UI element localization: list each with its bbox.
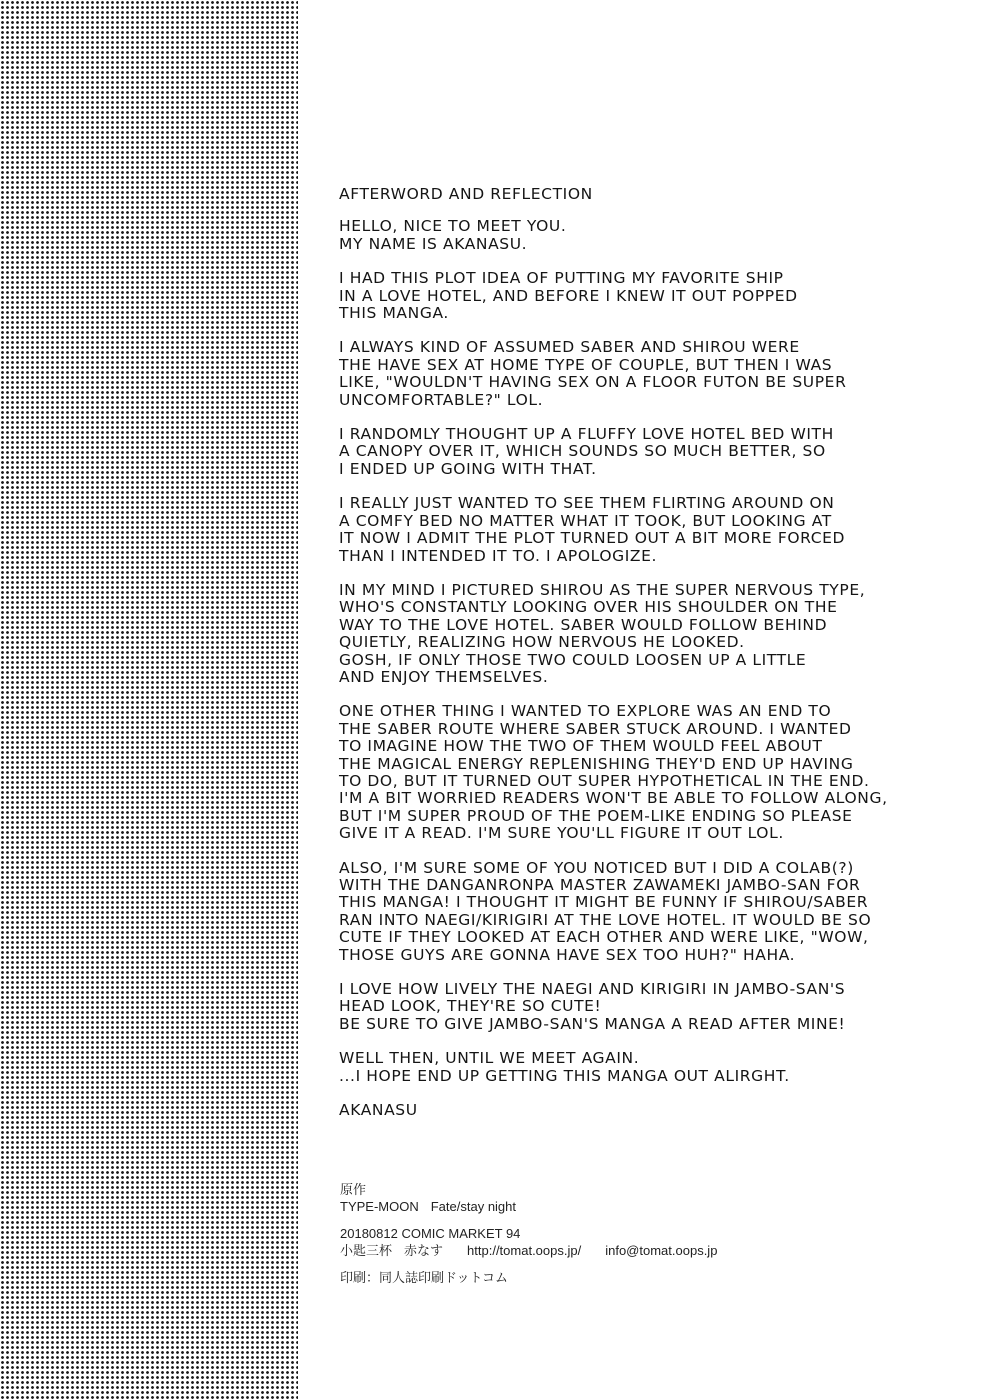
colophon <box>340 1182 717 1298</box>
text-line: I'M A BIT WORRIED READERS WON'T BE ABLE TO FOLLOW ALONG, <box>339 789 888 808</box>
afterword-text <box>339 186 969 1119</box>
text-line: A CANOPY OVER IT, WHICH SOUNDS SO MUCH BETTER, SO <box>339 442 826 461</box>
text-line: HELLO, NICE TO MEET YOU. <box>339 217 567 236</box>
afterword-paragraph <box>339 218 969 253</box>
text-line: QUIETLY, REALIZING HOW NERVOUS HE LOOKED. <box>339 633 745 652</box>
text-line: I RANDOMLY THOUGHT UP A FLUFFY LOVE HOTEL BED WITH <box>339 425 834 444</box>
text-line: WELL THEN, UNTIL WE MEET AGAIN. <box>339 1049 640 1068</box>
afterword-paragraph <box>339 270 969 322</box>
author-name: 赤なす <box>404 1242 444 1258</box>
text-line: RAN INTO NAEGI/KIRIGIRI AT THE LOVE HOTEL. IT WOULD BE SO <box>339 910 872 929</box>
text-line: GOSH, IF ONLY THOSE TWO COULD LOOSEN UP A LITTLE <box>339 650 807 669</box>
text-line: LIKE, "WOULDN'T HAVING SEX ON A FLOOR FUTON BE SUPER <box>339 373 847 392</box>
text-line: IT NOW I ADMIT THE PLOT TURNED OUT A BIT MORE FORCED <box>339 529 846 548</box>
text-line: TO IMAGINE HOW THE TWO OF THEM WOULD FEEL ABOUT <box>339 737 823 756</box>
text-line: THE HAVE SEX AT HOME TYPE OF COUPLE, BUT THEN I WAS <box>339 355 833 374</box>
contact-email: info@tomat.oops.jp <box>605 1242 718 1258</box>
website-url: http://tomat.oops.jp/ <box>467 1242 582 1258</box>
text-line: GIVE IT A READ. I'M SURE YOU'LL FIGURE IT OUT LOL. <box>339 824 784 843</box>
original-title: Fate/stay night <box>430 1198 517 1214</box>
original-work-label: 原作 <box>340 1182 367 1197</box>
text-line: THE MAGICAL ENERGY REPLENISHING THEY'D END UP HAVING <box>339 754 854 773</box>
text-line: HEAD LOOK, THEY'RE SO CUTE! <box>339 997 602 1016</box>
text-line: A COMFY BED NO MATTER WHAT IT TOOK, BUT LOOKING AT <box>339 511 832 530</box>
afterword-paragraph <box>339 981 969 1033</box>
text-line: THAN I INTENDED IT TO. I APOLOGIZE. <box>339 546 658 565</box>
text-line: IN MY MIND I PICTURED SHIROU AS THE SUPER NERVOUS TYPE, <box>339 580 866 599</box>
event-line: 20180812 COMIC MARKET 94 <box>340 1226 521 1241</box>
original-company: TYPE-MOON <box>340 1198 419 1214</box>
text-line: ALSO, I'M SURE SOME OF YOU NOTICED BUT I DID A COLAB(?) <box>339 858 854 877</box>
afterword-paragraph <box>339 703 969 842</box>
colophon-printer <box>340 1270 717 1287</box>
colophon-original-work <box>340 1182 717 1215</box>
afterword-paragraph <box>339 495 969 565</box>
afterword-paragraph <box>339 426 969 478</box>
text-line: I HAD THIS PLOT IDEA OF PUTTING MY FAVORITE SHIP <box>339 269 784 288</box>
text-line: WAY TO THE LOVE HOTEL. SABER WOULD FOLLOW BEHIND <box>339 615 828 634</box>
text-line: ...I HOPE END UP GETTING THIS MANGA OUT ALIRGHT. <box>339 1066 790 1085</box>
text-line: IN A LOVE HOTEL, AND BEFORE I KNEW IT OUT POPPED <box>339 286 798 305</box>
text-line: I REALLY JUST WANTED TO SEE THEM FLIRTING AROUND ON <box>339 494 835 513</box>
circle-name: 小匙三杯 <box>340 1242 393 1258</box>
text-line: MY NAME IS AKANASU. <box>339 234 528 253</box>
text-line: ONE OTHER THING I WANTED TO EXPLORE WAS AN END TO <box>339 702 832 721</box>
signature: AKANASU <box>339 1101 418 1120</box>
text-line: AND ENJOY THEMSELVES. <box>339 667 549 686</box>
text-line: I ENDED UP GOING WITH THAT. <box>339 459 597 478</box>
text-line: BUT I'M SUPER PROUD OF THE POEM-LIKE ENDING SO PLEASE <box>339 806 853 825</box>
text-line: THIS MANGA! I THOUGHT IT MIGHT BE FUNNY IF SHIROU/SABER <box>339 893 869 912</box>
text-line: THOSE GUYS ARE GONNA HAVE SEX TOO HUH?" HAHA. <box>339 945 796 964</box>
printer-line: 印刷：同人誌印刷ドットコム <box>340 1270 508 1285</box>
afterword-paragraph <box>339 339 969 409</box>
text-line: TO DO, BUT IT TURNED OUT SUPER HYPOTHETICAL IN THE END. <box>339 771 870 790</box>
afterword-paragraph <box>339 1050 969 1085</box>
afterword-paragraph <box>339 860 969 964</box>
afterword-paragraph <box>339 582 969 686</box>
text-line: UNCOMFORTABLE?" LOL. <box>339 390 544 409</box>
text-line: I LOVE HOW LIVELY THE NAEGI AND KIRIGIRI IN JAMBO-SAN'S <box>339 980 846 999</box>
text-line: BE SURE TO GIVE JAMBO-SAN'S MANGA A READ AFTER MINE! <box>339 1014 846 1033</box>
text-line: WITH THE DANGANRONPA MASTER ZAWAMEKI JAMBO-SAN FOR <box>339 876 861 894</box>
text-line: CUTE IF THEY LOOKED AT EACH OTHER AND WERE LIKE, "WOW, <box>339 928 869 947</box>
afterword-heading: AFTERWORD AND REFLECTION <box>339 185 593 203</box>
text-line: THIS MANGA. <box>339 304 449 323</box>
colophon-publication <box>340 1226 717 1259</box>
afterword-body <box>339 218 969 1085</box>
text-line: WHO'S CONSTANTLY LOOKING OVER HIS SHOULDER ON THE <box>339 598 838 617</box>
text-line: I ALWAYS KIND OF ASSUMED SABER AND SHIROU WERE <box>339 338 800 357</box>
text-line: THE SABER ROUTE WHERE SABER STUCK AROUND. I WANTED <box>339 719 852 738</box>
halftone-screentone-panel <box>0 0 298 1400</box>
